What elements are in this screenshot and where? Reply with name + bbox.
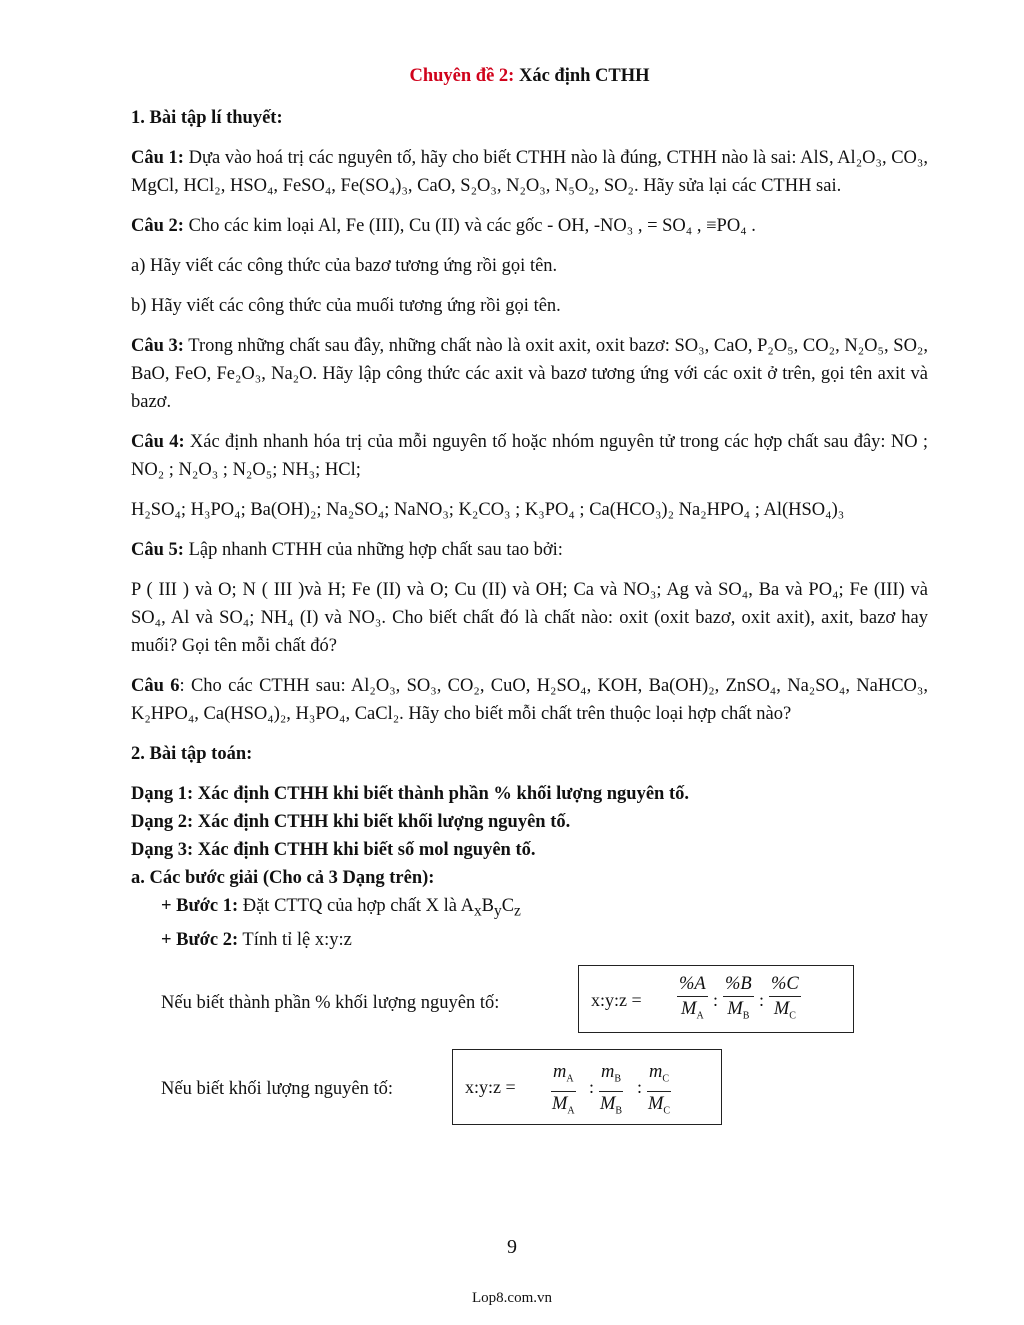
question-4 xyxy=(131,428,928,484)
formula-percent-lhs: x:y:z = xyxy=(591,989,642,1010)
type-3: Dạng 3: Xác định CTHH khi biết số mol nguyên tố. xyxy=(131,840,536,860)
question-1-text: Dựa vào hoá trị các nguyên tố, hãy cho biết CTHH nào là đúng, CTHH nào là sai: AlS, Al₂O₃, CO₃, MgCl, HCl₂, HSO₄, FeSO₄, Fe(SO₄)₃, CaO, S₂O₃, N₂O₃, N₅O₂, SO₂. Hãy sửa lại các CTHH sai. xyxy=(131,148,928,196)
question-2-label: Câu 2: xyxy=(131,216,184,236)
question-5 xyxy=(131,536,928,564)
title-prefix: Chuyên đề 2: xyxy=(409,66,515,86)
formula-mass-lhs: x:y:z = xyxy=(465,1076,516,1097)
question-4-compounds: H₂SO₄; H₃PO₄; Ba(OH)₂; Na₂SO₄; NaNO₃; K₂CO₃ ; K₃PO₄ ; Ca(HCO₃)₂ Na₂HPO₄ ; Al(HSO₄)₃ xyxy=(131,500,845,520)
formula-percent-row xyxy=(131,965,928,1045)
question-2-text: Cho các kim loại Al, Fe (III), Cu (II) và các gốc - OH, -NO₃ , = SO₄ , ≡PO₄ . xyxy=(183,216,756,236)
step-2 xyxy=(161,926,928,955)
formula-percent-box: x:y:z = $\frac{\%A}{M_A}$ : $\frac{\%B}{M_B}$ : $\frac{\%C}{M_C}$ xyxy=(578,965,854,1033)
question-2 xyxy=(131,212,928,240)
question-5-label: Câu 5: xyxy=(131,540,184,560)
step-2-label: + Bước 2: xyxy=(161,929,239,950)
formula-mass-box: x:y:z = $\frac{m_A}{M_A}$ : $\frac{m_B}{M_B}$ : $\frac{m_C}{M_C}$ xyxy=(452,1049,722,1125)
question-6 xyxy=(131,672,928,728)
formula-mass-label: Nếu biết khối lượng nguyên tố: xyxy=(161,1078,394,1099)
question-5-text: Lập nhanh CTHH của những hợp chất sau tao bởi: xyxy=(183,540,563,560)
page-number: 9 xyxy=(507,1236,517,1258)
fraction-c: $\frac{\%C}{M_C}$ xyxy=(771,973,799,1022)
formula-percent-label: Nếu biết thành phần % khối lượng nguyên tố: xyxy=(161,992,500,1013)
title-rest: Xác định CTHH xyxy=(514,66,650,86)
fraction-mc: $\frac{m_C}{M_C}$ xyxy=(647,1061,671,1118)
type-1: Dạng 1: Xác định CTHH khi biết thành phần % khối lượng nguyên tố. xyxy=(131,784,690,804)
question-1 xyxy=(131,144,928,200)
step-1 xyxy=(161,892,928,926)
fraction-a: $\frac{\%A}{M_A}$ xyxy=(679,973,706,1022)
footer-site: Lop8.com.vn xyxy=(472,1290,552,1306)
question-3 xyxy=(131,332,928,416)
question-6-text: : Cho các CTHH sau: Al₂O₃, SO₃, CO₂, CuO, H₂SO₄, KOH, Ba(OH)₂, ZnSO₄, Na₂SO₄, NaHCO₃, K₂HPO₄, Ca(HSO₄)₂, H₃PO₄, CaCl₂. Hãy cho biết mỗi chất trên thuộc loại hợp chất nào? xyxy=(131,676,928,724)
fraction-mb: $\frac{m_B}{M_B}$ xyxy=(599,1061,623,1118)
question-2b: b) Hãy viết các công thức của muối tương ứng rồi gọi tên. xyxy=(131,296,561,316)
section-math-heading: 2. Bài tập toán: xyxy=(131,744,253,764)
type-2: Dạng 2: Xác định CTHH khi biết khối lượng nguyên tố. xyxy=(131,812,571,832)
question-2a: a) Hãy viết các công thức của bazơ tương ứng rồi gọi tên. xyxy=(131,256,558,276)
page-content xyxy=(131,62,928,1129)
question-5-body: P ( III ) và O; N ( III )và H; Fe (II) và O; Cu (II) và OH; Ca và NO₃; Ag và SO₄, Ba và PO₄; Fe (III) và SO₄, Al và SO₄; NH₄ (I) và NO₃. Cho biết chất đó là chất nào: oxit (oxit bazơ, oxit axit), axit, bazơ hay muối? Gọi tên mỗi chất đó? xyxy=(131,580,928,656)
fraction-ma: $\frac{m_A}{M_A}$ xyxy=(551,1061,575,1118)
question-3-label: Câu 3: xyxy=(131,336,184,356)
step-2-text: Tính tỉ lệ x:y:z xyxy=(238,929,352,950)
step-1-text: Đặt CTTQ của hợp chất X là $A_xB_yC_z$ xyxy=(238,896,521,920)
section-theory-heading: 1. Bài tập lí thuyết: xyxy=(131,108,283,128)
steps-heading: a. Các bước giải (Cho cả 3 Dạng trên): xyxy=(131,868,435,888)
page-title xyxy=(131,62,928,90)
question-3-text: Trong những chất sau đây, những chất nào là oxit axit, oxit bazơ: SO₃, CaO, P₂O₅, CO₂, N₂O₅, SO₂, BaO, FeO, Fe₂O₃, Na₂O. Hãy lập công thức các axit và bazơ tương ứng với các oxit ở trên, gọi tên axit và bazơ. xyxy=(131,336,929,412)
question-4-label: Câu 4: xyxy=(131,432,185,452)
formula-mass-row xyxy=(131,1049,928,1129)
question-1-label: Câu 1: xyxy=(131,148,184,168)
fraction-b: $\frac{\%B}{M_B}$ xyxy=(725,973,752,1022)
question-4-text: Xác định nhanh hóa trị của mỗi nguyên tố hoặc nhóm nguyên tử trong các hợp chất sau đây: NO ; NO₂ ; N₂O₃ ; N₂O₅; NH₃; HCl; xyxy=(131,432,928,480)
step-1-label: + Bước 1: xyxy=(161,896,239,916)
question-6-label: Câu 6 xyxy=(131,676,180,696)
